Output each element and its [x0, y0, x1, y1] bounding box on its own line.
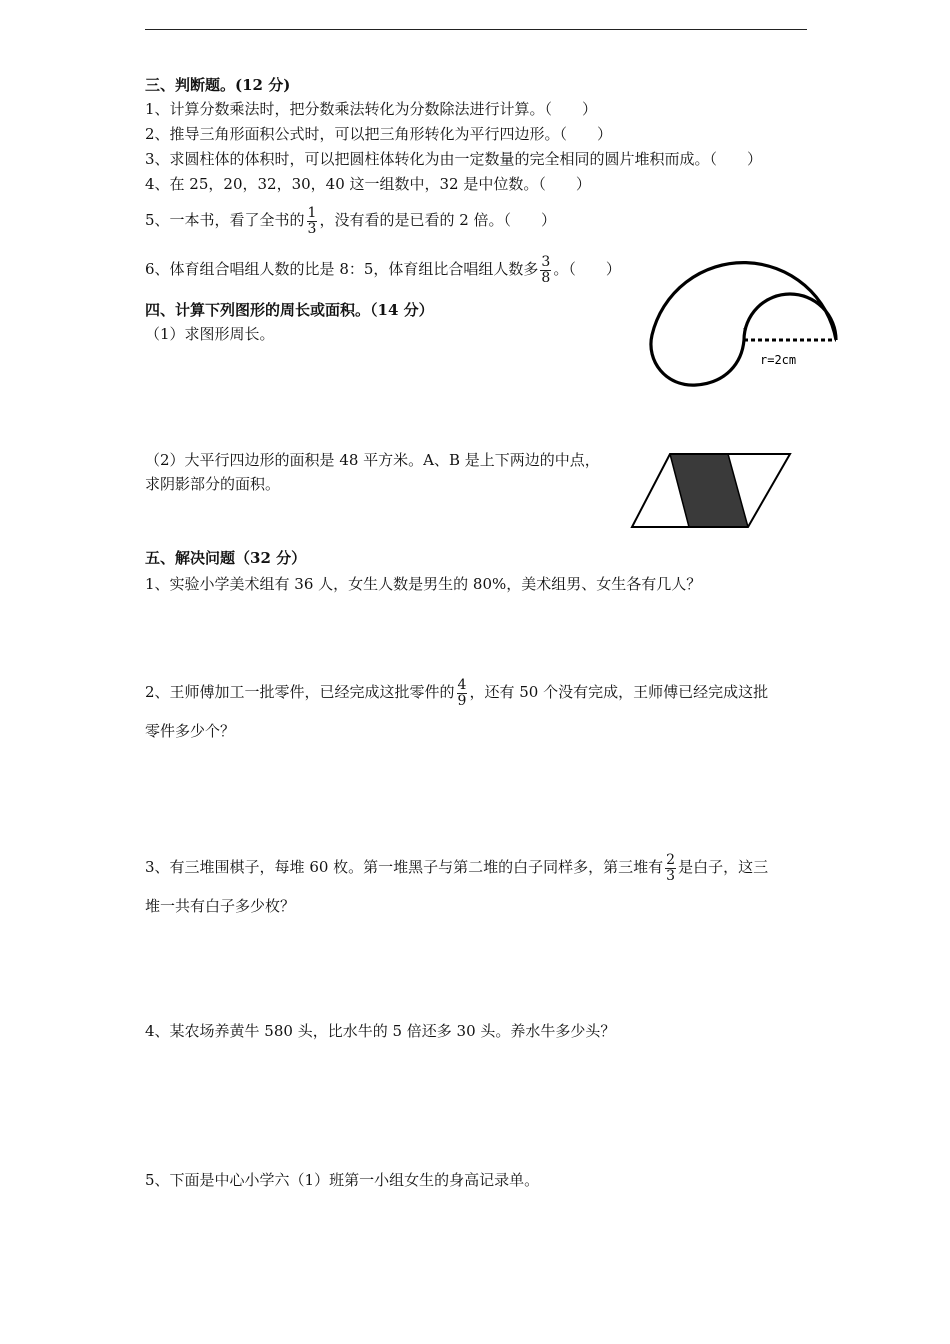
fraction-denominator: 8: [541, 269, 551, 286]
q5-3-text-after: 是白子，这三: [678, 858, 769, 876]
fraction-numerator: 4: [457, 676, 467, 693]
header-rule: [145, 29, 807, 30]
parallelogram-figure: [628, 448, 798, 533]
q3-5-text-before: 5、一本书，看了全书的: [145, 211, 305, 229]
figure-outline: [651, 263, 836, 385]
radius-label: r=2cm: [760, 353, 797, 367]
q3-6-text-before: 6、体育组合唱组人数的比是 8：5，体育组比合唱组人数多: [145, 260, 539, 278]
fraction-denominator: 3: [307, 220, 317, 237]
section-3-title: 三、判断题。(12 分): [145, 76, 291, 94]
q5-2-text-after: ，还有 50 个没有完成，王师傅已经完成这批: [469, 683, 769, 701]
q3-6-text-after: 。（ ）: [553, 260, 621, 278]
question-5-5: 5、下面是中心小学六（1）班第一小组女生的身高记录单。: [145, 1171, 540, 1189]
q5-2-text-before: 2、王师傅加工一批零件，已经完成这批零件的: [145, 683, 455, 701]
question-5-2-line2: 零件多少个？: [145, 722, 236, 740]
question-5-1: 1、实验小学美术组有 36 人，女生人数是男生的 80%，美术组男、女生各有几人？: [145, 575, 702, 593]
question-3-1: 1、计算分数乘法时，把分数乘法转化为分数除法进行计算。（ ）: [145, 100, 598, 118]
question-3-4: 4、在 25，20，32，30，40 这一组数中，32 是中位数。（ ）: [145, 175, 591, 193]
shaded-region: [670, 454, 748, 527]
question-3-6: [145, 252, 621, 286]
question-3-2: 2、推导三角形面积公式时，可以把三角形转化为平行四边形。（ ）: [145, 125, 613, 143]
question-5-2: [145, 675, 768, 709]
fraction-two-thirds: [665, 853, 676, 884]
fraction-denominator: 3: [666, 867, 676, 884]
q5-3-text-before: 3、有三堆围棋子，每堆 60 枚。第一堆黑子与第二堆的白子同样多，第三堆有: [145, 858, 664, 876]
question-3-5: [145, 203, 556, 237]
section-4-title: 四、计算下列图形的周长或面积。（14 分）: [145, 301, 434, 319]
fraction-three-eighths: [540, 255, 551, 286]
problem-4-2-line1: （2）大平行四边形的面积是 48 平方米。A、B 是上下两边的中点，: [145, 451, 600, 469]
problem-4-2-line2: 求阴影部分的面积。: [145, 475, 281, 493]
fraction-numerator: 2: [666, 851, 676, 868]
semicircle-perimeter-figure: [640, 235, 850, 395]
fraction-numerator: 3: [541, 253, 551, 270]
question-5-4: 4、某农场养黄牛 580 头，比水牛的 5 倍还多 30 头。养水牛多少头？: [145, 1022, 616, 1040]
question-5-3: [145, 850, 768, 884]
fraction-four-ninths: [457, 678, 468, 709]
problem-4-1: （1）求图形周长。: [145, 325, 275, 343]
fraction-numerator: 1: [307, 204, 317, 221]
fraction-denominator: 9: [457, 692, 467, 709]
q3-5-text-after: ，没有看的是已看的 2 倍。（ ）: [319, 211, 557, 229]
section-5-title: 五、解决问题（32 分）: [145, 549, 307, 567]
fraction-one-third: [307, 206, 318, 237]
question-5-3-line2: 堆一共有白子多少枚？: [145, 897, 296, 915]
question-3-3: 3、求圆柱体的体积时，可以把圆柱体转化为由一定数量的完全相同的圆片堆积而成。（ ）: [145, 150, 763, 168]
